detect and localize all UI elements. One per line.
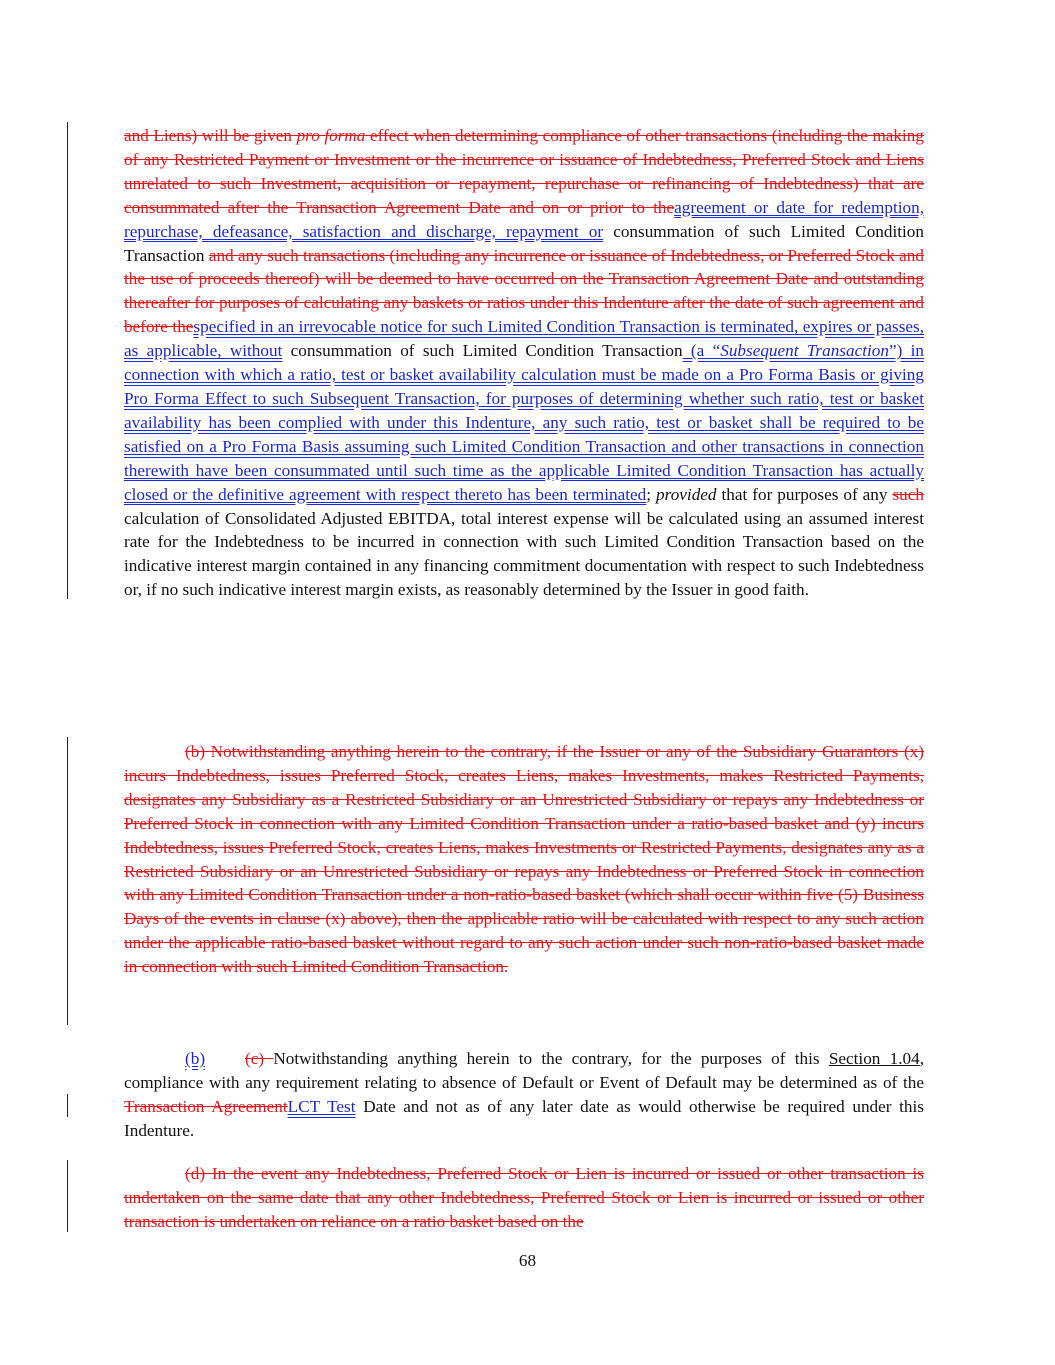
section-reference: Section 1.04 <box>828 1049 920 1068</box>
inserted-text: agreement or date for redemption, repurchase, defeasance, satisfaction and discharge, repayment or <box>124 197 924 241</box>
deleted-text: and Liens) will be given <box>124 126 297 145</box>
paragraph-default-test <box>124 1047 924 1143</box>
deleted-text: and any such transactions (including any incurrence or issuance of Indebtedness, or Preferred Stock and the use of proceeds thereof) will be deemed to have occurred on the Transaction Agreement Date and outstanding thereafter for purposes of calculating any baskets or ratios under this Indenture after the date of such agreement and before the <box>124 245 924 337</box>
deleted-text: (b) Notwithstanding anything herein to the contrary, if the Issuer or any of the Subsidiary Guarantors (x) incurs Indebtedness, issues Preferred Stock, creates Liens, makes Investments, makes Restricted Payments, designates any Subsidiary as a Restricted Subsidiary or an Unrestricted Subsidiary or repays any Indebtedness or Preferred Stock in connection with any Limited Condition Transaction under a ratio-based basket and (y) incurs Indebtedness, issues Preferred Stock, creates Liens, makes Investments or Restricted Payments, designates any as a Restricted Subsidiary or an Unrestricted Subsidiary or repays any Indebtedness or Preferred Stock in connection with any Limited Condition Transaction under a non-ratio-based basket (which shall occur within five (5) Business Days of the events in clause (x) above), then the applicable ratio will be calculated with respect to any such action under the applicable ratio-based basket without regard to any such action under such non-ratio-based basket made in connection with such Limited Condition Transaction. <box>124 742 924 977</box>
inserted-clause-label: (b) <box>185 1049 206 1068</box>
change-bar <box>67 122 68 599</box>
body-text: calculation of Consolidated Adjusted EBITDA, total interest expense will be calculated using an assumed interest rate for the Indebtedness to be incurred in connection with such Limited Condition Transaction based on the indicative interest margin contained in any financing commitment documentation with respect to such Indebtedness or, if no such indicative interest margin exists, as reasonably determined by the Issuer in good faith. <box>124 508 924 600</box>
body-text: consummation of such Limited Condition Transaction <box>124 221 924 265</box>
body-text: Date and not as of any later date as would otherwise be required under this Indenture. <box>124 1096 924 1140</box>
inserted-text: LCT Test <box>287 1096 356 1116</box>
inserted-defined-term: Subsequent Transaction <box>720 341 889 361</box>
deleted-text-italic: pro forma <box>296 126 366 145</box>
change-bar <box>67 1094 68 1117</box>
body-text: consummation of such Limited Condition Transaction <box>282 341 683 361</box>
inserted-text: (a “ <box>682 341 721 361</box>
deleted-text: effect when determining compliance of other transactions (including the making of any Restricted Payment or Investment or the incurrence or issuance of Indebtedness, Preferred Stock and Liens unrelated to such Investment, acquisition or repayment, repurchase or refinancing of Indebtedness) that are consummated after the Transaction Agreement Date and on or prior to the <box>124 126 924 217</box>
change-bar <box>67 737 68 1025</box>
deleted-text: (d) In the event any Indebtedness, Preferred Stock or Lien is incurred or issued or other transaction is undertaken on the same date that any other Indebtedness, Preferred Stock or Lien is incurred or issued or other transaction is undertaken on reliance on a ratio basket based on the <box>124 1164 924 1231</box>
page-number: 68 <box>518 1251 537 1270</box>
inserted-text: ”) in connection with which a ratio, test or basket availability calculation must be made on a Pro Forma Basis or giving Pro Forma Effect to such Subsequent Transaction, for purposes of determining whether such ratio, test or basket availability has been complied with under this Indenture, any such ratio, test or basket shall be required to be satisfied on a Pro Forma Basis assuming such Limited Condition Transaction and other transactions in connection therewith have been consummated until such time as the applicable Limited Condition Transaction has actually closed or the definitive agreement with respect thereto has been terminated <box>124 341 924 504</box>
paragraph-lct-calculation <box>124 124 924 602</box>
body-text: Notwithstanding anything herein to the contrary, for the purposes of this <box>273 1049 829 1068</box>
paragraph-deleted-d <box>124 1162 924 1234</box>
deleted-clause-label: (c) <box>245 1049 274 1068</box>
body-text: , compliance with any requirement relating to absence of Default or Event of Default may be determined as of the <box>124 1049 925 1092</box>
body-text: that for purposes of any <box>716 484 893 504</box>
paragraph-deleted-b <box>124 740 924 979</box>
deleted-text: such <box>892 484 924 504</box>
deleted-text: Transaction Agreement <box>124 1096 288 1116</box>
body-text-italic: provided <box>656 484 717 504</box>
body-text: ; <box>646 484 657 504</box>
inserted-text: specified in an irrevocable notice for such Limited Condition Transaction is terminated, expires or passes, as applicable, without <box>124 317 925 361</box>
change-bar <box>67 1160 68 1232</box>
